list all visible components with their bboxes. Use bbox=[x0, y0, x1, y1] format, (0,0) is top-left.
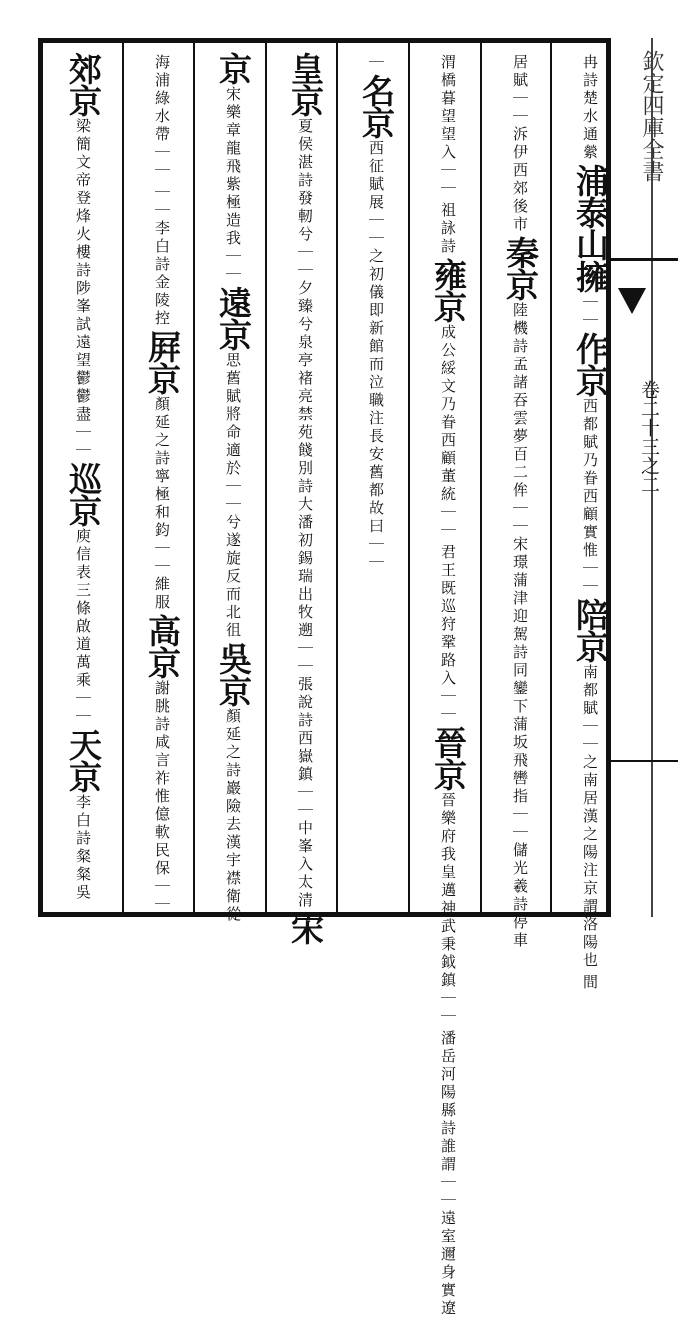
annotation-text: 潘岳河陽縣詩誰謂｜｜遠室邇身實遼 bbox=[439, 1030, 457, 1318]
annotation-text: 晉樂府我皇邁神武秉鉞鎮｜｜ bbox=[439, 792, 457, 1026]
headword: 宋 bbox=[286, 912, 325, 944]
headword: 浦泰山擁 bbox=[571, 164, 610, 292]
annotation-text: 宋樂章龍飛紫極造我｜｜ bbox=[224, 86, 242, 284]
text-column bbox=[553, 52, 610, 992]
text-column bbox=[411, 52, 468, 1318]
annotation-text: 間 bbox=[581, 974, 599, 992]
headword: 郊京 bbox=[64, 52, 103, 116]
headword: 吳京 bbox=[214, 642, 253, 706]
annotation-text: 西都賦乃眷西顧實惟｜｜ bbox=[581, 398, 599, 596]
margin-rule-bottom bbox=[611, 760, 678, 762]
fish-tail-mark bbox=[618, 288, 646, 314]
book-title: 欽定四庫全書 bbox=[639, 50, 664, 182]
headword: 雍京 bbox=[429, 258, 468, 322]
volume-label: 卷二十三之二 bbox=[638, 380, 660, 494]
outer-border-left bbox=[38, 38, 43, 917]
margin-rule-top bbox=[611, 258, 678, 261]
headword: 秦京 bbox=[501, 236, 540, 300]
headword: 天京 bbox=[64, 728, 103, 792]
column-rule bbox=[480, 43, 482, 912]
annotation-text: 居賦｜｜泝伊西郊後市 bbox=[511, 54, 529, 234]
headword: 京 bbox=[214, 52, 253, 84]
headword: 陪京 bbox=[571, 598, 610, 662]
headword: 巡京 bbox=[64, 462, 103, 526]
text-column bbox=[268, 52, 325, 944]
column-rule bbox=[122, 43, 124, 912]
headword: 作京 bbox=[571, 332, 610, 396]
annotation-text: 陸機詩孟諸吞雲夢百二侔｜｜宋璟蒲津迎駕詩同鑾下蒲坂飛轡指｜｜儲光羲詩停車 bbox=[511, 302, 529, 950]
annotation-text: ｜｜李白詩金陵控 bbox=[153, 184, 171, 328]
annotation-text: 梁簡文帝登烽火樓詩陟峯試遠望鬱鬱盡｜｜ bbox=[74, 118, 92, 460]
headword: 高京 bbox=[143, 614, 182, 678]
annotation-text: 李白詩粲粲吳 bbox=[74, 794, 92, 902]
annotation-text: 渭橋暮望望入｜｜ bbox=[439, 54, 457, 198]
headword: 名京 bbox=[357, 74, 396, 138]
annotation-text: 謝朓詩咸言祚惟億軟民保｜｜ bbox=[153, 680, 171, 914]
annotation-text: 君王既巡狩鞏路入｜｜ bbox=[439, 544, 457, 724]
annotation-text: 祖詠詩 bbox=[439, 202, 457, 256]
annotation-text: ｜｜ bbox=[581, 294, 599, 330]
annotation-text: 南都賦｜｜之南居漢之陽注京謂洛陽也 bbox=[581, 664, 599, 970]
text-column bbox=[483, 52, 540, 950]
annotation-text: 顏延之詩寧極和鈞｜｜維服 bbox=[153, 396, 171, 612]
headword: 屛京 bbox=[143, 330, 182, 394]
annotation-text: 夏侯湛詩發軔兮｜｜夕臻兮泉亭褚亮禁苑餞別詩大潘初錫瑞出牧遡｜｜張說詩西嶽鎮｜｜中峯入太清 bbox=[296, 118, 314, 910]
text-column bbox=[125, 52, 182, 914]
annotation-text: ｜ bbox=[367, 54, 385, 72]
column-rule bbox=[336, 43, 338, 912]
annotation-text: 庾信表三條啟道萬乘｜｜ bbox=[74, 528, 92, 726]
column-rule bbox=[265, 43, 267, 912]
headword: 晉京 bbox=[429, 726, 468, 790]
annotation-text: 顏延之詩巖險去漢宇襟衛從 bbox=[224, 708, 242, 924]
headword: 皇京 bbox=[286, 52, 325, 116]
annotation-text: 西征賦展｜｜之初儀即新館而泣職注長安舊都故曰｜｜ bbox=[367, 140, 385, 572]
text-column bbox=[196, 52, 253, 924]
text-column bbox=[339, 52, 396, 908]
headword: 遠京 bbox=[214, 286, 253, 350]
annotation-text: 思舊賦將命適於｜｜兮遂旋反而北徂 bbox=[224, 352, 242, 640]
annotation-text: 冉詩楚水通縈 bbox=[581, 54, 599, 162]
text-column bbox=[46, 52, 103, 908]
column-rule bbox=[550, 43, 552, 912]
column-rule bbox=[408, 43, 410, 912]
column-rule bbox=[193, 43, 195, 912]
annotation-text: 成公綏文乃眷西顧董統｜｜ bbox=[439, 324, 457, 540]
annotation-text: 海浦綠水帶｜｜ bbox=[153, 54, 171, 180]
